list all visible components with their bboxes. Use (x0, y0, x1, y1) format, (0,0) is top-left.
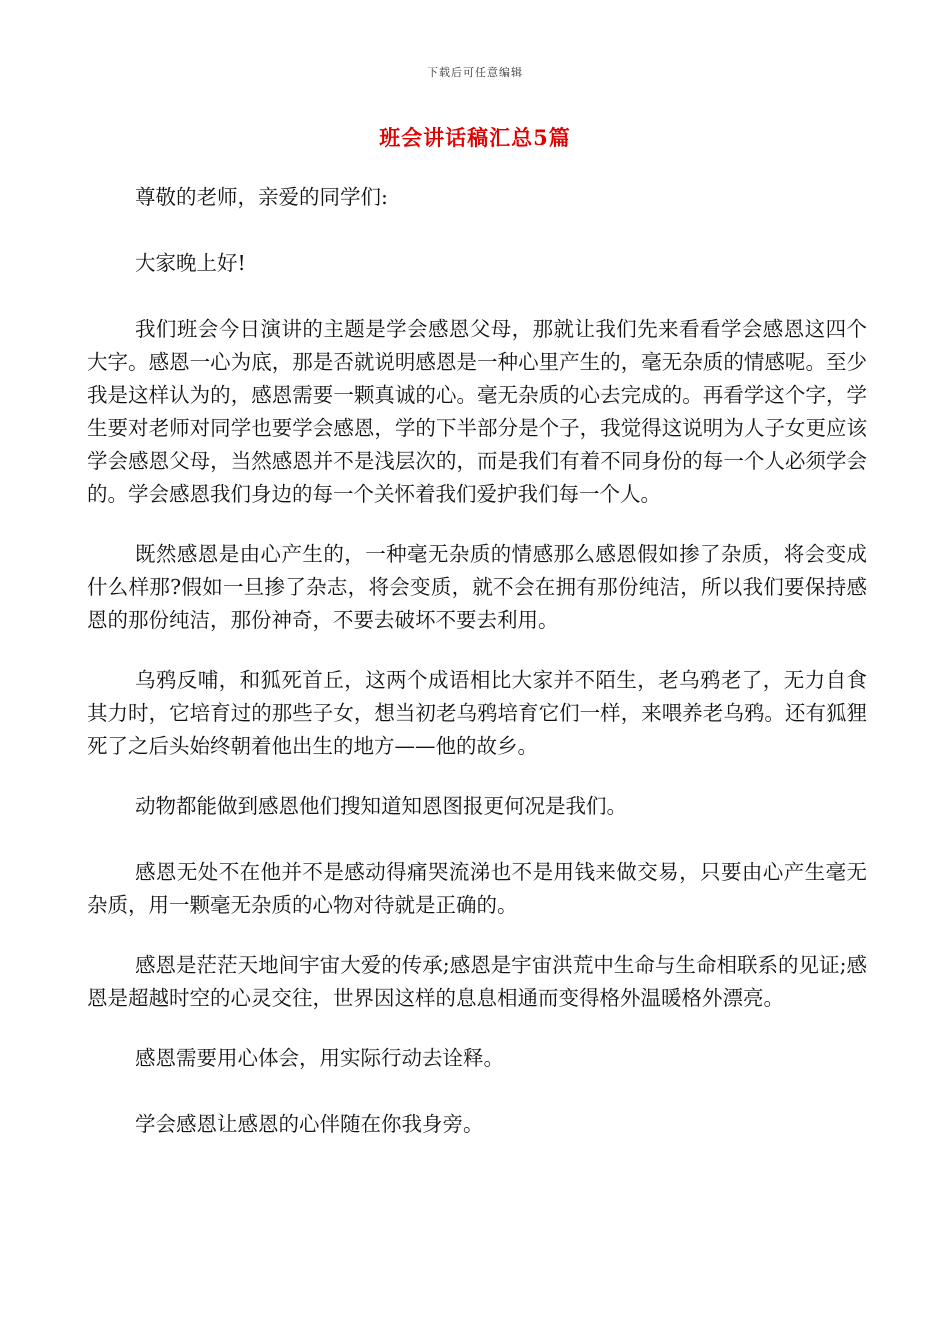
paragraph: 乌鸦反哺，和狐死首丘，这两个成语相比大家并不陌生，老乌鸦老了，无力自食其力时，它培育过的那些子女，想当初老乌鸦培育它们一样，来喂养老乌鸦。还有狐狸死了之后头始终朝着他出生的地方——他的故乡。 (87, 668, 867, 758)
paragraph: 动物都能做到感恩他们搜知道知恩图报更何况是我们。 (135, 794, 627, 818)
paragraph-greeting: 大家晚上好! (135, 251, 246, 275)
paragraph: 感恩是茫茫天地间宇宙大爱的传承;感恩是宇宙洪荒中生命与生命相联系的见证;感恩是超越时空的心灵交往，世界因这样的息息相通而变得格外温暖格外漂亮。 (87, 953, 867, 1010)
paragraph: 既然感恩是由心产生的，一种毫无杂质的情感那么感恩假如掺了杂质，将会变成什么样那?假如一旦掺了杂志，将会变质，就不会在拥有那份纯洁，所以我们要保持感恩的那份纯洁，那份神奇，不要去破坏不要去利用。 (87, 542, 867, 632)
paragraph-salutation: 尊敬的老师，亲爱的同学们: (135, 185, 388, 209)
header-note: 下载后可任意编辑 (427, 66, 523, 79)
paragraph: 我们班会今日演讲的主题是学会感恩父母，那就让我们先来看看学会感恩这四个大字。感恩一心为底，那是否就说明感恩是一种心里产生的，毫无杂质的情感呢。至少我是这样认为的，感恩需要一颗真诚的心。毫无杂质的心去完成的。再看学这个字，学生要对老师对同学也要学会感恩，学的下半部分是个子，我觉得这说明为人子女更应该学会感恩父母，当然感恩并不是浅层次的，而是我们有着不同身份的每一个人必须学会的。学会感恩我们身边的每一个关怀着我们爱护我们每一个人。 (87, 317, 867, 506)
paragraph: 学会感恩让感恩的心伴随在你我身旁。 (135, 1112, 484, 1136)
paragraph: 感恩需要用心体会，用实际行动去诠释。 (135, 1046, 504, 1070)
paragraph: 感恩无处不在他并不是感动得痛哭流涕也不是用钱来做交易，只要由心产生毫无杂质，用一颗毫无杂质的心物对待就是正确的。 (87, 860, 867, 917)
document-body (87, 181, 867, 1141)
document-title: 班会讲话稿汇总5篇 (379, 125, 571, 150)
